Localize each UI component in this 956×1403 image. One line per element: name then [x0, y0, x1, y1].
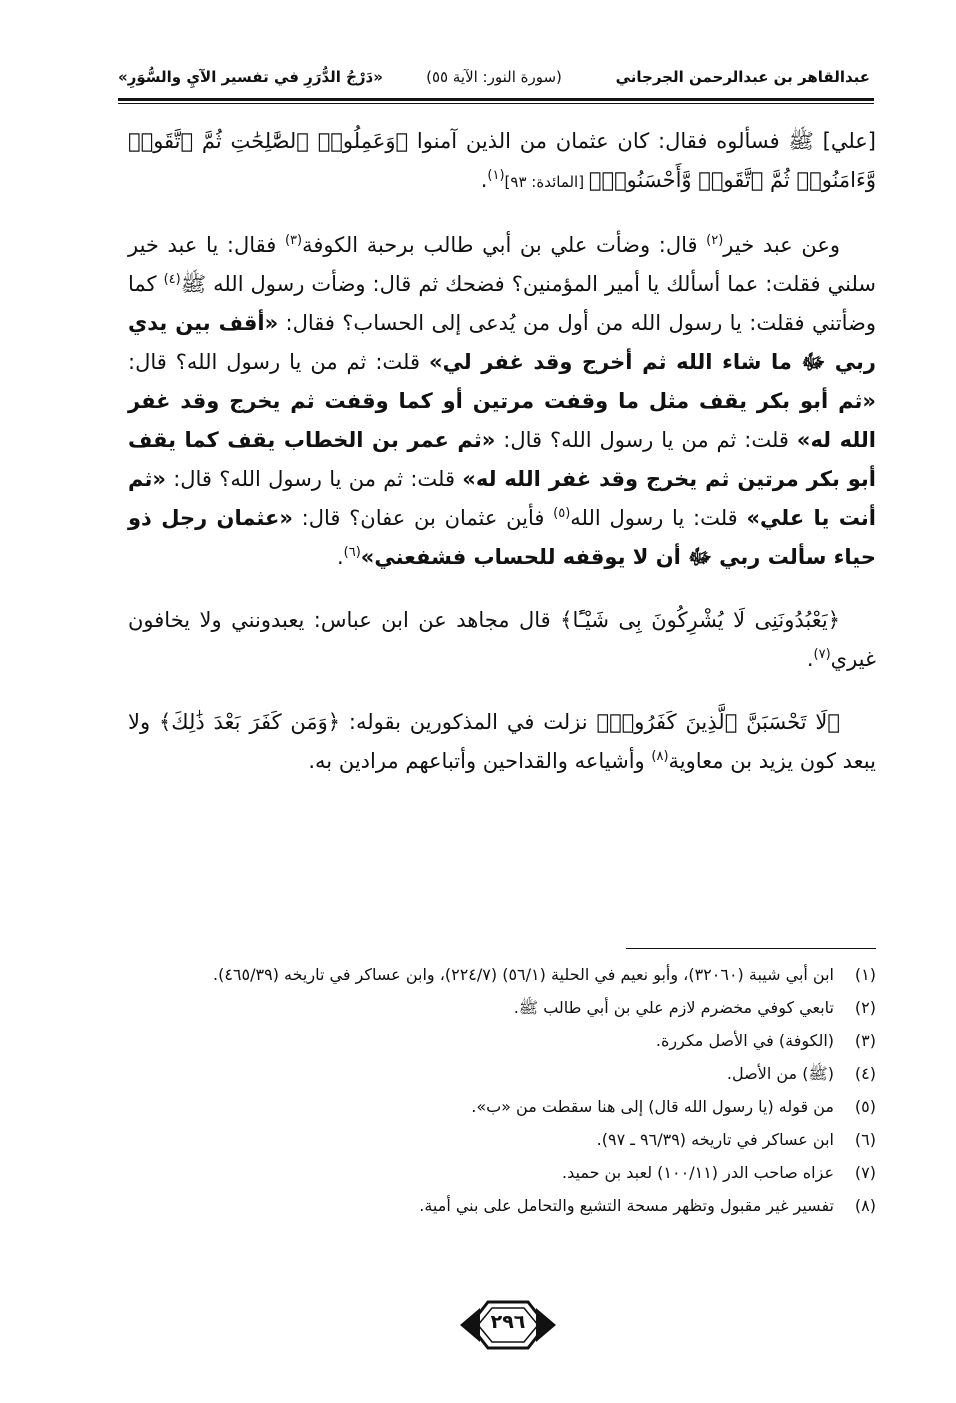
footnote-ref-5[interactable]: (٥): [553, 506, 571, 521]
page-number: ٢٩٦: [490, 1311, 526, 1333]
footnote-4: [128, 1059, 876, 1088]
text: قلت: ثم من يا رسول الله؟ قال:: [495, 428, 797, 452]
text: قال: وضأت علي بن أبي طالب برحبة الكوفة: [302, 233, 707, 257]
text: .: [806, 647, 814, 671]
header-surah-location: (سورة النور: الآية ٥٥): [426, 68, 562, 86]
footnote-number: (٢): [854, 998, 876, 1017]
header-book-title: «دَرْجُ الدُّرَرِ في تفسير الآيِ والسُّوَرِ»: [118, 68, 383, 86]
footnote-number: (٧): [854, 1163, 876, 1182]
page-number-ornament: [458, 1296, 558, 1354]
quran-verse: ﴿لَا تَحْسَبَنَّ ٱلَّذِينَ كَفَرُوا۟﴾: [596, 710, 840, 734]
footnote-text: عزاه صاحب الدر (١٠٠/١١) لعبد بن حميد.: [562, 1163, 834, 1182]
quran-verse: ﴿وَمَن كَفَرَ بَعْدَ ذَٰلِكَ﴾: [158, 710, 341, 734]
footnote-2: [128, 993, 876, 1022]
hadith-quote: «ثم أبو بكر يقف مثل ما وقفت مرتين أو كما وقفت ثم يخرج وقد غفر الله له»: [128, 389, 877, 452]
header-rule: [118, 98, 874, 101]
footnote-ref-8[interactable]: (٨): [651, 749, 669, 764]
paragraph-4: [128, 703, 876, 781]
text: .: [480, 168, 488, 192]
footnote-3: [128, 1026, 876, 1055]
text: .: [336, 545, 344, 569]
footnote-number: (٨): [854, 1196, 876, 1215]
footnote-5: [128, 1092, 876, 1121]
footnote-ref-6[interactable]: (٦): [343, 545, 361, 560]
text: قال مجاهد عن ابن عباس: يعبدونني ولا يخافون غيري: [128, 608, 876, 671]
footnote-ref-7[interactable]: (٧): [813, 647, 831, 662]
footnote-ref-2[interactable]: (٢): [706, 233, 724, 248]
footnote-1: [128, 960, 876, 989]
footnote-ref-3[interactable]: (٣): [284, 233, 303, 248]
hadith-quote: «عثمان رجل ذو حياء سألت ربي ﷻ أن لا يوقفه للحساب فشفعني»: [128, 506, 876, 569]
footnote-6: [128, 1125, 876, 1154]
verse-reference: [المائدة: ٩٣]: [504, 173, 589, 191]
footnote-text: (الكوفة) في الأصل مكررة.: [655, 1031, 834, 1050]
footnote-ref-1[interactable]: (١): [487, 168, 505, 183]
hadith-quote: «ثم أنت يا علي»: [128, 467, 877, 530]
footnote-text: ابن عساكر في تاريخه (٩٦/٣٩ ـ ٩٧).: [596, 1130, 834, 1149]
text: ولا يبعد كون يزيد بن معاوية: [128, 710, 876, 773]
text: وعن عبد خير: [723, 233, 840, 257]
header-author: عبدالقاهر بن عبدالرحمن الجرجاني: [615, 68, 870, 86]
footnote-text: تفسير غير مقبول وتظهر مسحة التشيع والتحامل على بني أمية.: [419, 1196, 834, 1215]
paragraph-1: [128, 122, 876, 202]
text: نزلت في المذكورين بقوله:: [340, 710, 597, 734]
quran-verse: ﴿يَعْبُدُونَنِى لَا يُشْرِكُونَ بِى شَيْـًٔا﴾: [560, 608, 840, 632]
hadith-quote: «ثم عمر بن الخطاب يقف كما يقف أبو بكر مرتين ثم يخرج وقد غفر الله له»: [128, 428, 876, 491]
footnote-number: (١): [854, 965, 876, 984]
text: قلت: ثم من يا رسول الله؟ قال:: [128, 350, 429, 374]
footnote-text: من قوله (يا رسول الله قال) إلى هنا سقطت من «ب».: [471, 1097, 834, 1116]
footnote-text: ابن أبي شيبة (٣٢٠٦٠)، وأبو نعيم في الحلية (٥٦/١) (٢٢٤/٧)، وابن عساكر في تاريخه (٤٦٥/٣٩).: [213, 965, 834, 984]
footnote-7: [128, 1158, 876, 1187]
text: قلت: ثم من يا رسول الله؟ قال:: [165, 467, 463, 491]
footnote-ref-4[interactable]: (٤): [163, 272, 181, 287]
text: فأين عثمان بن عفان؟ قال:: [292, 506, 554, 530]
text: كما وضأتني فقلت: يا رسول الله من أول من يُدعى إلى الحساب؟ فقال:: [128, 272, 877, 335]
text: فقال: يا عبد خير سلني فقلت: عما أسألك يا أمير المؤمنين؟ فضحك ثم قال: وضأت رسول الله ﷺ: [128, 233, 877, 296]
footnote-number: (٦): [854, 1130, 876, 1149]
footnote-8: [128, 1191, 876, 1220]
footnote-text: تابعي كوفي مخضرم لازم علي بن أبي طالب ﷺ.: [513, 998, 834, 1017]
quran-verse: ﴿وَعَمِلُوا۟ ٱلصَّٰلِحَٰتِ ثُمَّ ٱتَّقَوا۟ وَّءَامَنُوا۟ ثُمَّ ٱتَّقَوا۟ وَّأَحْسَنُوا۟﴾: [128, 129, 876, 192]
hadith-quote: «أقف بين يدي ربي ﷻ ما شاء الله ثم أخرج وقد غفر لي»: [128, 311, 876, 374]
footnote-separator: [626, 948, 876, 949]
footnote-number: (٣): [854, 1031, 876, 1050]
text: قلت: يا رسول الله: [570, 506, 747, 530]
footnote-number: (٥): [854, 1097, 876, 1116]
text: وأشياعه والقداحين وأتباعهم مرادين به.: [308, 749, 652, 773]
paragraph-2: [128, 226, 876, 577]
paragraph-3: [128, 601, 876, 679]
header-rule-thin: [118, 103, 874, 104]
footnotes: [128, 960, 876, 1224]
footnote-number: (٤): [854, 1064, 876, 1083]
text: [علي] ﷺ فسألوه فقال: كان عثمان من الذين آمنوا: [408, 129, 876, 153]
main-body: [128, 122, 876, 805]
footnote-text: (ﷺ) من الأصل.: [726, 1064, 834, 1083]
running-header: [118, 62, 870, 92]
